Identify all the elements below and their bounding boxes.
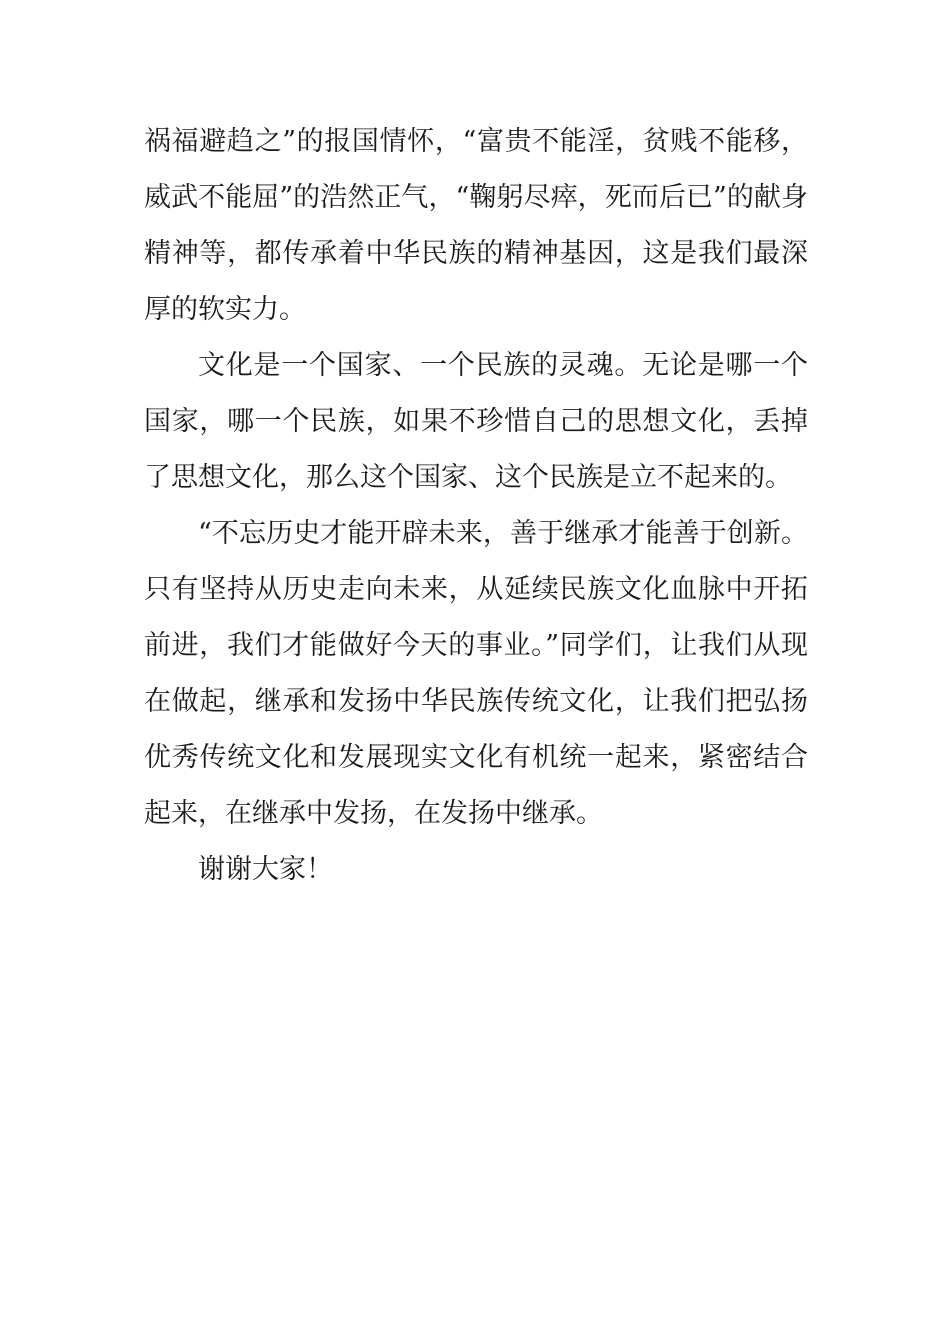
document-body bbox=[144, 114, 808, 898]
paragraph-continuation: 祸福避趋之”的报国情怀，“富贵不能淫，贫贱不能移，威武不能屈”的浩然正气，“鞠躬尽瘁，死而后已”的献身精神等，都传承着中华民族的精神基因，这是我们最深厚的软实力。 bbox=[144, 126, 808, 325]
paragraph-thanks: 谢谢大家！ bbox=[198, 854, 333, 885]
paragraph-culture-soul: 文化是一个国家、一个民族的灵魂。无论是哪一个国家，哪一个民族，如果不珍惜自己的思想文化，丢掉了思想文化，那么这个国家、这个民族是立不起来的。 bbox=[144, 350, 808, 493]
paragraph-history-quote: “不忘历史才能开辟未来，善于继承才能善于创新。只有坚持从历史走向未来，从延续民族文化血脉中开拓前进，我们才能做好今天的事业。”同学们，让我们从现在做起，继承和发扬中华民族传统文化，让我们把弘扬优秀传统文化和发展现实文化有机统一起来，紧密结合起来，在继承中发扬，在发扬中继承。 bbox=[144, 518, 808, 829]
